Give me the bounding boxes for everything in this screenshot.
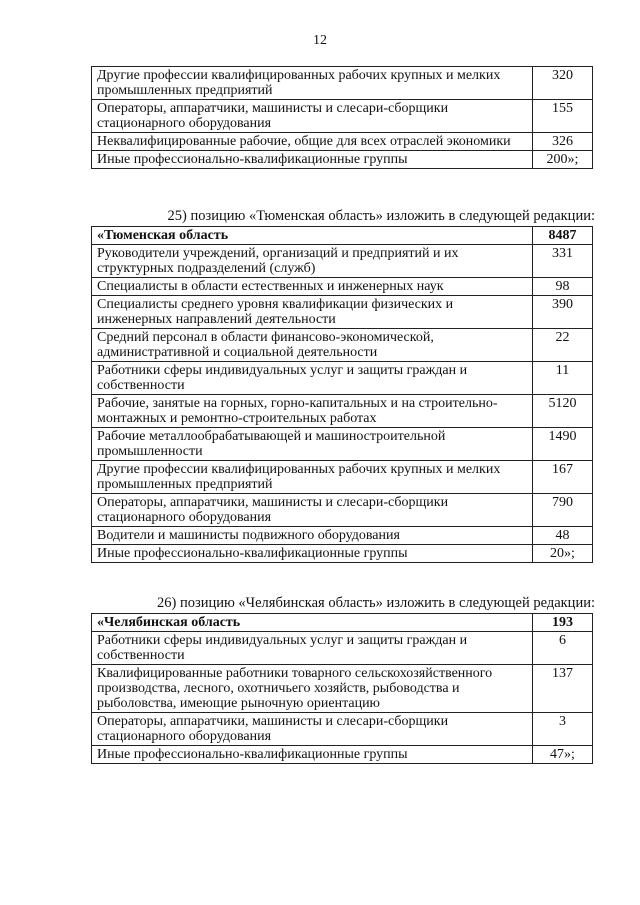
table-row xyxy=(92,296,593,329)
occupation-label: Водители и машинисты подвижного оборудования xyxy=(92,527,533,545)
occupation-value: 6 xyxy=(533,632,593,665)
occupation-value: 390 xyxy=(533,296,593,329)
occupation-label: Другие профессии квалифицированных рабочих крупных и мелких промышленных предприятий xyxy=(92,67,533,100)
occupation-value: 137 xyxy=(533,665,593,713)
table-chelyabinsk xyxy=(91,613,593,764)
occupation-label: Иные профессионально-квалификационные группы xyxy=(92,545,533,563)
occupation-label: Средний персонал в области финансово-экономической, административной и социальной деятельности xyxy=(92,329,533,362)
table-row xyxy=(92,133,593,151)
occupation-label: Другие профессии квалифицированных рабочих крупных и мелких промышленных предприятий xyxy=(92,461,533,494)
occupation-label: Иные профессионально-квалификационные группы xyxy=(92,746,533,764)
table-row xyxy=(92,362,593,395)
occupation-value: 5120 xyxy=(533,395,593,428)
occupation-label: Операторы, аппаратчики, машинисты и слесари-сборщики стационарного оборудования xyxy=(92,713,533,746)
occupation-value: 326 xyxy=(533,133,593,151)
region-name: «Тюменская область xyxy=(92,227,533,245)
table-row xyxy=(92,494,593,527)
occupation-label: Специалисты в области естественных и инженерных наук xyxy=(92,278,533,296)
table-row xyxy=(92,151,593,169)
occupation-value: 48 xyxy=(533,527,593,545)
table-row xyxy=(92,278,593,296)
occupation-label: Рабочие, занятые на горных, горно-капитальных и на строительно-монтажных и ремонтно-строительных работах xyxy=(92,395,533,428)
table-row xyxy=(92,527,593,545)
table-row xyxy=(92,632,593,665)
occupation-value: 167 xyxy=(533,461,593,494)
table-row xyxy=(92,545,593,563)
occupation-value: 3 xyxy=(533,713,593,746)
table-tyumen xyxy=(91,226,593,563)
occupation-label: Специалисты среднего уровня квалификации физических и инженерных направлений деятельности xyxy=(92,296,533,329)
occupation-label: Неквалифицированные рабочие, общие для всех отраслей экономики xyxy=(92,133,533,151)
table-row xyxy=(92,665,593,713)
region-name: «Челябинская область xyxy=(92,614,533,632)
section-25-intro: 25) позицию «Тюменская область» изложить в следующей редакции: xyxy=(167,208,595,224)
occupation-value: 200»; xyxy=(533,151,593,169)
table-continued xyxy=(91,66,593,169)
table-head-row xyxy=(92,614,593,632)
page-number: 12 xyxy=(313,33,327,48)
occupation-value: 1490 xyxy=(533,428,593,461)
table-row xyxy=(92,395,593,428)
table-row xyxy=(92,245,593,278)
occupation-label: Рабочие металлообрабатывающей и машиностроительной промышленности xyxy=(92,428,533,461)
occupation-label: Операторы, аппаратчики, машинисты и слесари-сборщики стационарного оборудования xyxy=(92,494,533,527)
table-row xyxy=(92,461,593,494)
occupation-value: 98 xyxy=(533,278,593,296)
occupation-label: Квалифицированные работники товарного сельскохозяйственного производства, лесного, охотничьего хозяйств, рыбоводства и рыболовства, имеющие рыночную ориентацию xyxy=(92,665,533,713)
occupation-label: Иные профессионально-квалификационные группы xyxy=(92,151,533,169)
occupation-value: 20»; xyxy=(533,545,593,563)
occupation-value: 155 xyxy=(533,100,593,133)
occupation-value: 790 xyxy=(533,494,593,527)
table-row xyxy=(92,67,593,100)
occupation-value: 331 xyxy=(533,245,593,278)
occupation-value: 11 xyxy=(533,362,593,395)
occupation-value: 47»; xyxy=(533,746,593,764)
region-total: 8487 xyxy=(533,227,593,245)
table-row xyxy=(92,428,593,461)
table-row xyxy=(92,100,593,133)
occupation-value: 22 xyxy=(533,329,593,362)
occupation-label: Руководители учреждений, организаций и предприятий и их структурных подразделений (служб) xyxy=(92,245,533,278)
occupation-label: Работники сферы индивидуальных услуг и защиты граждан и собственности xyxy=(92,362,533,395)
table-row xyxy=(92,746,593,764)
occupation-label: Работники сферы индивидуальных услуг и защиты граждан и собственности xyxy=(92,632,533,665)
table-head-row xyxy=(92,227,593,245)
occupation-value: 320 xyxy=(533,67,593,100)
table-row xyxy=(92,329,593,362)
section-26-intro: 26) позицию «Челябинская область» изложить в следующей редакции: xyxy=(157,595,595,611)
occupation-label: Операторы, аппаратчики, машинисты и слесари-сборщики стационарного оборудования xyxy=(92,100,533,133)
table-row xyxy=(92,713,593,746)
region-total: 193 xyxy=(533,614,593,632)
